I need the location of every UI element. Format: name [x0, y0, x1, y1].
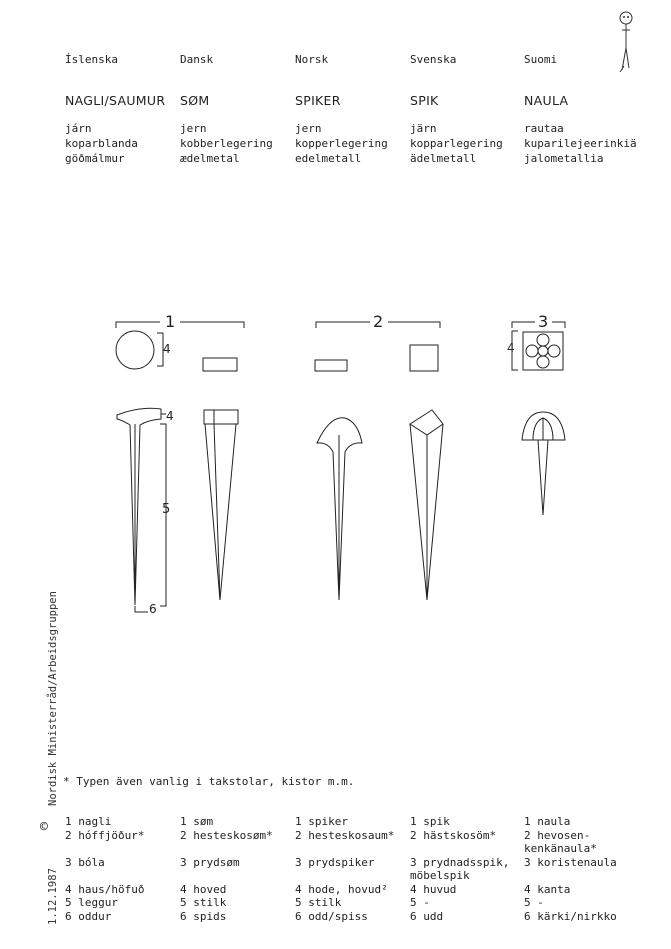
material-line: edelmetall — [295, 152, 362, 165]
part-row: 1 spik — [410, 815, 450, 828]
part-row: 2 hevosen- — [524, 828, 591, 842]
part-row: 2 hóffjöður* — [65, 828, 145, 842]
part-row: 2 hästskosöm* — [410, 828, 497, 842]
label-group-1: 1 — [165, 312, 176, 331]
part-row: 4 huvud — [410, 882, 457, 896]
dimension-group-2 — [316, 312, 440, 331]
part-row: 3 prydnadsspik, — [410, 855, 510, 869]
material-line: kobberlegering — [180, 137, 273, 150]
part-row: 5 - — [524, 896, 544, 909]
rect-cross-section — [203, 358, 237, 371]
label-group-3: 3 — [538, 312, 549, 331]
parts-norwegian — [295, 815, 394, 923]
part-row: 4 hode, hovud² — [295, 882, 388, 896]
part-row: 2 hesteskosøm* — [180, 828, 273, 842]
material-line: järn — [410, 122, 437, 135]
parts-danish — [180, 815, 273, 923]
part-row — [524, 869, 617, 883]
term-norwegian: SPIKER — [295, 93, 341, 108]
part-row — [295, 869, 394, 883]
part-row: 1 søm — [180, 815, 214, 828]
material-line: kopperlegering — [295, 137, 388, 150]
materials-icelandic — [65, 121, 138, 166]
decorative-cross-section — [523, 332, 563, 370]
nail-horseshoe-side-view — [204, 410, 238, 600]
part-row: kenkänaula* — [524, 842, 597, 855]
material-line: jern — [295, 122, 322, 135]
part-row: 1 nagli — [65, 815, 112, 828]
part-row: 4 haus/höfuð — [65, 882, 145, 896]
term-finnish: NAULA — [524, 93, 569, 108]
date-vertical: 1.12.1987 — [47, 868, 59, 925]
flat-cross-section — [315, 360, 347, 371]
part-row: 5 stilk — [295, 896, 342, 909]
part-row: 6 oddur — [65, 909, 112, 923]
label-head-4: 4 — [166, 409, 174, 423]
part-row: 5 leggur — [65, 896, 118, 909]
nail-square-side-view — [410, 410, 443, 600]
parts-icelandic — [65, 815, 144, 923]
term-swedish: SPIK — [410, 93, 439, 108]
round-cross-section — [116, 331, 154, 369]
part-row — [180, 842, 273, 856]
dimension-group-1 — [116, 312, 244, 331]
lang-swedish: Svenska — [410, 53, 457, 66]
label-shank-5: 5 — [162, 502, 171, 517]
part-row: 3 prydsøm — [180, 855, 240, 869]
material-line: ædelmetal — [180, 152, 240, 165]
parts-swedish — [410, 815, 509, 923]
term-icelandic: NAGLI/SAUMUR — [65, 93, 166, 108]
flower-head-icon — [526, 334, 560, 368]
label-point-6: 6 — [149, 602, 157, 616]
nail-decorative-side-view — [522, 412, 565, 515]
materials-danish — [180, 121, 273, 166]
lang-finnish: Suomi — [524, 53, 558, 66]
materials-finnish — [524, 121, 637, 166]
material-line: koparblanda — [65, 137, 138, 150]
material-line: járn — [65, 122, 92, 135]
label-head-height: 4 — [163, 342, 171, 356]
nail-drawing — [0, 300, 671, 630]
part-row: 2 hesteskosaum* — [295, 828, 395, 842]
dimension-group-3 — [512, 312, 565, 331]
material-line: kopparlegering — [410, 137, 503, 150]
copyright-mark: © — [40, 820, 48, 835]
part-row — [65, 869, 144, 883]
label-head-height-3: 4 — [507, 341, 515, 355]
part-row: 3 koristenaula — [524, 855, 617, 869]
part-row: 6 kärki/nirkko — [524, 909, 617, 923]
materials-norwegian — [295, 121, 388, 166]
publisher-vertical: Nordisk Ministerråd/Arbeidsgruppen — [47, 591, 59, 806]
term-danish: SØM — [180, 93, 210, 108]
material-line: jalometallia — [524, 152, 604, 165]
material-line: ädelmetall — [410, 152, 477, 165]
part-row: 3 bóla — [65, 855, 105, 869]
part-row: 6 spids — [180, 909, 227, 923]
lang-norwegian: Norsk — [295, 53, 329, 66]
part-row — [65, 842, 144, 856]
part-row — [410, 842, 509, 856]
parts-finnish — [524, 815, 617, 923]
material-line: jern — [180, 122, 207, 135]
part-row: 5 stilk — [180, 896, 227, 909]
part-row: möbelspik — [410, 869, 470, 882]
part-row: 5 - — [410, 896, 430, 909]
part-row: 6 udd — [410, 909, 444, 923]
part-row: 3 prydspiker — [295, 855, 375, 869]
nail-flared-side-view — [317, 418, 362, 600]
material-line: rautaa — [524, 122, 564, 135]
part-row — [295, 842, 394, 856]
lang-danish: Dansk — [180, 53, 214, 66]
square-cross-section — [410, 345, 438, 371]
footnote: * Typen även vanlig i takstolar, kistor m.m. — [63, 775, 355, 788]
part-row: 1 naula — [524, 815, 571, 828]
part-row: 4 hoved — [180, 882, 227, 896]
lang-icelandic: Íslenska — [65, 53, 118, 66]
material-line: kuparilejeerinkiä — [524, 137, 637, 150]
material-line: göðmálmur — [65, 152, 125, 165]
part-row — [180, 869, 273, 883]
part-row: 1 spiker — [295, 815, 348, 828]
part-row: 6 odd/spiss — [295, 909, 368, 923]
label-group-2: 2 — [373, 312, 384, 331]
part-row: 4 kanta — [524, 882, 571, 896]
materials-swedish — [410, 121, 503, 166]
mascot-logo-icon — [612, 8, 640, 78]
nail-round-side-view — [117, 408, 174, 616]
